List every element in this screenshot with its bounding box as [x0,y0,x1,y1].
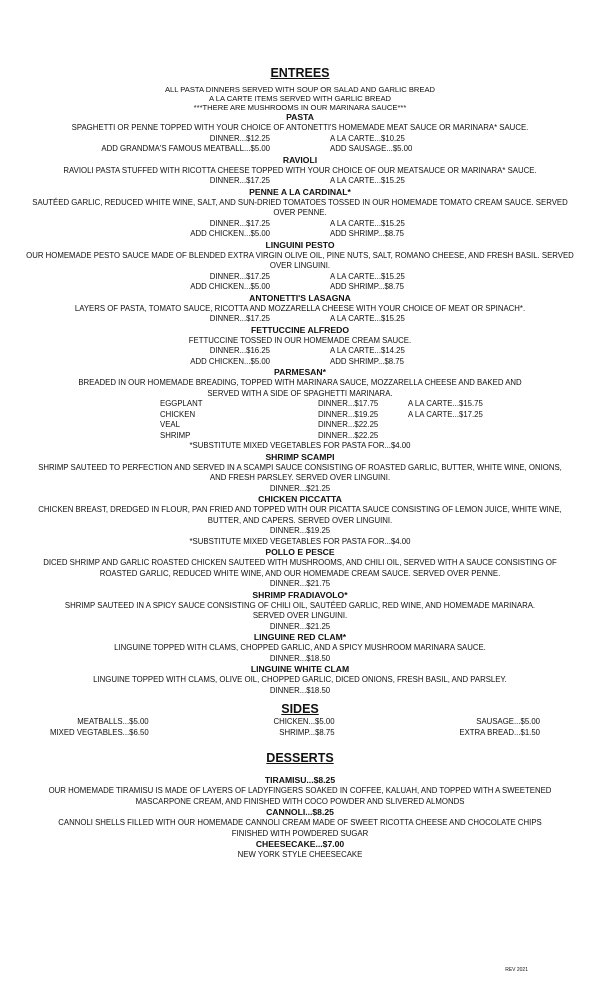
price: DINNER...$17.25 [209,271,270,281]
parmesan-name: VEAL [160,420,180,429]
dessert-desc-tiramisu: OUR HOMEMADE TIRAMISU IS MADE OF LAYERS OF LADYFINGERS SOAKED IN COFFEE, KALUAH, AND TOPPED WITH A SWEETENED MASCARPONE CREAM, AND FINISHED WITH COCO POWDER AND SLIVERED ALMONDS [48,786,552,806]
price-row [0,272,600,283]
price: DINNER...$21.75 [269,579,331,588]
item-title-fradiavolo: SHRIMP FRADIAVOLO* [252,589,348,600]
price-row [0,282,600,293]
parmesan-table [0,399,600,441]
price-row [0,346,600,357]
price-row [0,357,600,368]
item-desc-parmesan: BREADED IN OUR HOMEMADE BREADING, TOPPED WITH MARINARA SAUCE, MOZZARELLA CHEESE AND BAKED AND SERVED WITH A SIDE OF SPAGHETTI MARINARA. [78,378,522,398]
parmesan-row [0,420,600,431]
dessert-title-cannoli: CANNOLI...$8.25 [266,807,334,817]
price: ADD SAUSAGE...$5.00 [330,144,413,153]
sides-heading: SIDES [281,702,319,716]
item-title-whiteclam: LINGUINE WHITE CLAM [250,664,350,674]
item-desc-fettuccine: FETTUCCINE TOSSED IN OUR HOMEMADE CREAM SAUCE. [188,335,412,345]
price: A LA CARTE...$15.25 [330,218,405,228]
price: DINNER...$22.25 [318,420,379,429]
item-title-pesto: LINGUINI PESTO [265,239,335,250]
entrees-note: ***THERE ARE MUSHROOMS IN OUR MARINARA SAUCE*** [193,103,407,112]
item-desc-ravioli: RAVIOLI PASTA STUFFED WITH RICOTTA CHEESE TOPPED WITH YOUR CHOICE OF OUR MEATSAUCE OR MARINARA* SAUCE. [63,165,537,175]
price: ADD SHRIMP...$8.75 [330,229,404,238]
price: ADD GRANDMA'S FAMOUS MEATBALL...$5.00 [101,144,270,153]
price: DINNER...$17.75 [318,399,379,408]
item-title-fettuccine: FETTUCCINE ALFREDO [250,324,350,335]
item-title-ravioli: RAVIOLI [282,154,318,165]
desserts-heading: DESSERTS [266,751,334,765]
price: DINNER...$17.25 [209,176,270,185]
item-title-piccatta: CHICKEN PICCATTA [258,494,342,504]
price [408,431,508,442]
item-desc-piccatta: CHICKEN BREAST, DREDGED IN FLOUR, PAN FRIED AND TOPPED WITH OUR PICATTA SAUCE CONSISTING OF LEMON JUICE, WHITE WINE, BUTTER, AND CAPERS. SERVED OVER LINGUINI. [38,505,562,525]
item-desc-penne: SAUTÉED GARLIC, REDUCED WHITE WINE, SALT, AND SUN-DRIED TOMATOES TOSSED IN OUR HOMEMADE TOMATO CREAM SAUCE. SERVED OVER PENNE. [32,197,568,217]
item-title-lasagna: ANTONETTI'S LASAGNA [249,292,351,303]
item-title-penne: PENNE A LA CARDINAL* [249,186,351,197]
parmesan-name: SHRIMP [160,430,191,440]
item-desc-lasagna: LAYERS OF PASTA, TOMATO SAUCE, RICOTTA AND MOZZARELLA CHEESE WITH YOUR CHOICE OF MEAT OR SPINACH*. [74,303,526,313]
parmesan-row [0,431,600,442]
price: A LA CARTE...$15.25 [330,271,405,281]
parmesan-name: EGGPLANT [160,399,203,408]
sides-column [459,717,540,738]
entrees-note: ALL PASTA DINNERS SERVED WITH SOUP OR SALAD AND GARLIC BREAD [164,85,436,94]
sides-column [273,717,334,738]
item-desc-pesto: OUR HOMEMADE PESTO SAUCE MADE OF BLENDED EXTRA VIRGIN OLIVE OIL, PINE NUTS, SALT, ROMANO CHEESE, AND FRESH BASIL. SERVED OVER LINGUINI. [26,250,574,270]
item-desc-scampi: SHRIMP SAUTEED TO PERFECTION AND SERVED IN A SCAMPI SAUCE CONSISTING OF ROASTED GARLIC, BUTTER, WHITE WINE, ONIONS, AND FRESH PARSLEY. SERVED OVER LINGUINI. [38,462,562,482]
item-title-redclam: LINGUINE RED CLAM* [253,632,347,642]
dessert-title-cheesecake: CHEESECAKE...$7.00 [255,839,345,849]
parmesan-name: CHICKEN [160,409,196,419]
item-title-pollo: POLLO E PESCE [265,547,335,557]
entrees-heading: ENTREES [270,66,330,80]
price: DINNER...$18.50 [269,653,331,663]
price: DINNER...$17.25 [209,218,270,228]
sides-list [0,717,600,738]
item-desc-whiteclam: LINGUINE TOPPED WITH CLAMS, OLIVE OIL, CHOPPED GARLIC, DICED ONIONS, FRESH BASIL, AND PARSLEY. [93,675,507,684]
price: A LA CARTE...$10.25 [330,133,405,143]
item-desc-pollo: DICED SHRIMP AND GARLIC ROASTED CHICKEN SAUTEED WITH MUSHROOMS, AND CHILI OIL, SERVED WITH A SAUCE CONSISTING OF ROASTED GARLIC, REDUCED WHITE WINE, AND OUR HOMEMADE CREAM SAUCE. SERVED OVER PENNE. [43,558,557,578]
item-title-scampi: SHRIMP SCAMPI [265,451,335,462]
price: DINNER...$21.25 [269,483,331,493]
price: A LA CARTE...$14.25 [330,346,405,355]
price: DINNER...$19.25 [269,526,331,535]
item-desc-redclam: LINGUINE TOPPED WITH CLAMS, CHOPPED GARLIC, AND A SPICY MUSHROOM MARINARA SAUCE. [114,643,486,652]
side-item: MEATBALLS...$5.00 [77,717,149,726]
parmesan-row [0,410,600,421]
price: A LA CARTE...$17.25 [408,409,483,419]
item-desc-pasta: SPAGHETTI OR PENNE TOPPED WITH YOUR CHOICE OF ANTONETTI'S HOMEMADE MEAT SAUCE OR MARINARA* SAUCE. [71,123,529,132]
price-row [0,229,600,240]
price: ADD SHRIMP...$8.75 [330,356,404,366]
side-item: CHICKEN...$5.00 [273,717,335,726]
dessert-desc-cheesecake: NEW YORK STYLE CHEESECAKE [237,850,363,859]
price: A LA CARTE...$15.75 [408,399,483,408]
item-title-parmesan: PARMESAN* [274,367,326,377]
price: ADD CHICKEN...$5.00 [190,229,270,238]
substitute-note: *SUBSTITUTE MIXED VEGETABLES FOR PASTA FOR...$4.00 [189,441,411,450]
side-item: SAUSAGE...$5.00 [476,717,540,726]
price: ADD CHICKEN...$5.00 [190,282,270,291]
side-item: EXTRA BREAD...$1.50 [459,727,540,737]
item-title-pasta: PASTA [286,112,314,122]
price: ADD SHRIMP...$8.75 [330,282,404,291]
price: ADD CHICKEN...$5.00 [190,356,270,366]
dessert-title-tiramisu: TIRAMISU...$8.25 [264,775,336,785]
price-row [0,314,600,325]
price [408,420,508,431]
entrees-note: A LA CARTE ITEMS SERVED WITH GARLIC BREAD [208,94,391,103]
dessert-desc-cannoli: CANNOLI SHELLS FILLED WITH OUR HOMEMADE CANNOLI CREAM MADE OF SWEET RICOTTA CHEESE AND CHOCOLATE CHIPS FINISHED WITH POWDERED SUGAR [58,818,542,838]
sides-column [50,717,149,738]
price-row [0,134,600,145]
price-row [0,176,600,187]
item-desc-fradiavolo: SHRIMP SAUTEED IN A SPICY SAUCE CONSISTING OF CHILI OIL, SAUTÉED GARLIC, RED WINE, AND HOMEMADE MARINARA. SERVED OVER LINGUINI. [64,600,536,620]
parmesan-row [0,399,600,410]
price-row [0,144,600,155]
side-item: SHRIMP...$8.75 [279,727,335,737]
price: DINNER...$17.25 [209,314,270,323]
price: DINNER...$16.25 [209,346,270,355]
price: DINNER...$18.50 [269,685,331,695]
price: DINNER...$22.25 [318,430,379,440]
price: DINNER...$21.25 [269,621,331,631]
price: DINNER...$12.25 [209,133,270,143]
side-item: MIXED VEGTABLES...$6.50 [50,727,149,737]
price: A LA CARTE...$15.25 [330,176,405,185]
price: DINNER...$19.25 [318,409,379,419]
revision-label: REV 2021 [505,967,528,973]
substitute-note: *SUBSTITUTE MIXED VEGETABLES FOR PASTA FOR...$4.00 [189,536,411,546]
price: A LA CARTE...$15.25 [330,314,405,323]
price-row [0,219,600,230]
